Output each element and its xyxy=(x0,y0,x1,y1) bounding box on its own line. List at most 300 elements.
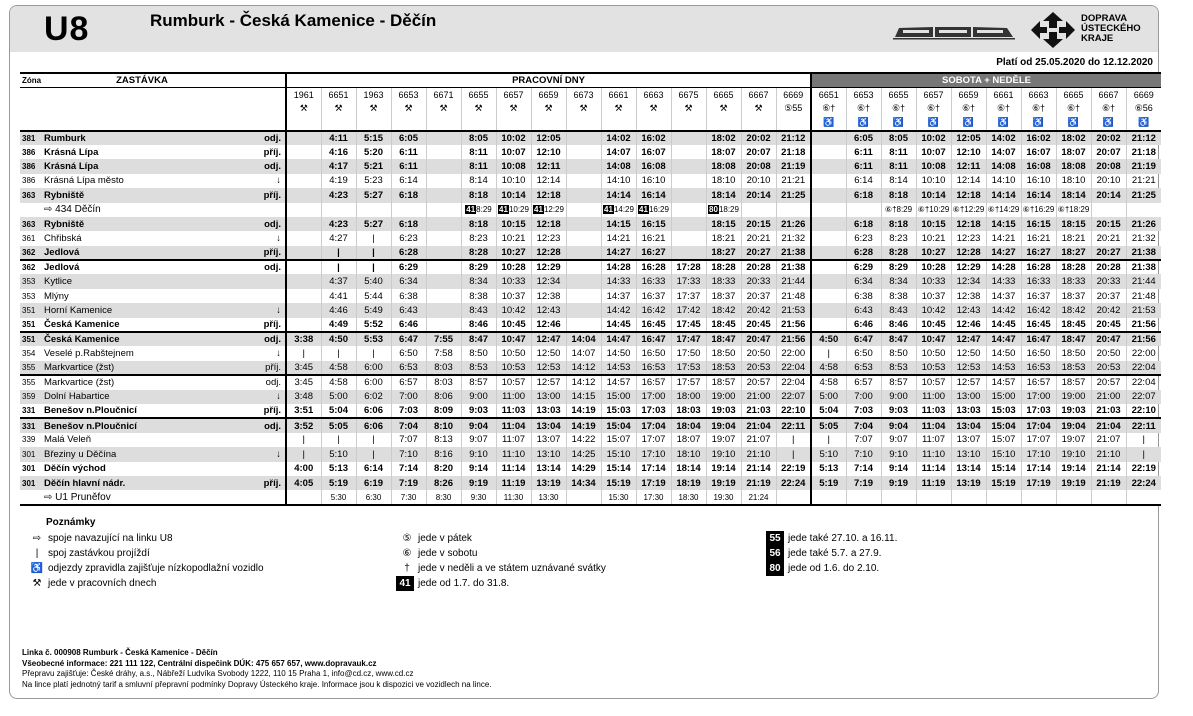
duk-logo-icon xyxy=(1030,11,1076,49)
time-cell: | xyxy=(1142,434,1145,446)
time-cell: 16:02 xyxy=(636,131,671,145)
time-cell: 18:14 xyxy=(671,462,706,476)
time-cell: 11:00 xyxy=(916,390,951,404)
accessibility-symbol: ♿ xyxy=(811,116,846,130)
time-cell: 10:33 xyxy=(496,274,531,288)
time-cell xyxy=(811,490,846,504)
time-cell xyxy=(811,217,846,231)
time-cell xyxy=(566,159,601,173)
time-cell: 14:04 xyxy=(566,332,601,346)
time-cell: 12:43 xyxy=(531,303,566,317)
accessibility-symbol xyxy=(601,116,636,130)
time-cell: 5:19 xyxy=(811,476,846,490)
time-cell: 21:44 xyxy=(1126,274,1161,288)
time-cell xyxy=(286,303,321,317)
arr-dep-marker: příj. xyxy=(240,404,286,418)
time-cell xyxy=(426,318,461,332)
time-cell: 12:57 xyxy=(531,375,566,389)
time-cell: 10:28 xyxy=(916,260,951,274)
time-cell: 12:10 xyxy=(531,145,566,159)
time-cell: 17:37 xyxy=(671,289,706,303)
time-cell: 8:03 xyxy=(426,375,461,389)
time-cell: 21:21 xyxy=(776,174,811,188)
time-cell: 19:00 xyxy=(706,390,741,404)
time-cell: 21:38 xyxy=(1126,260,1161,274)
time-cell: 19:30 xyxy=(706,490,741,504)
time-cell: 13:00 xyxy=(531,390,566,404)
time-cell: 21:25 xyxy=(776,188,811,202)
time-cell: 8:29 xyxy=(881,260,916,274)
arr-dep-marker: odj. xyxy=(240,260,286,274)
train-number: 6661 xyxy=(601,87,636,101)
time-cell: 16:57 xyxy=(636,375,671,389)
time-cell xyxy=(811,188,846,202)
table-row xyxy=(20,332,1161,346)
time-cell: 14:57 xyxy=(986,375,1021,389)
footer-tariff: Na lince platí jednotný tarif a smluvní přepravní podmínky Dopravy Ústeckého kraje. Informace jsou k dispozici ve vozidlech na lince. xyxy=(22,679,492,689)
stop-name: ⇨ 434 Děčín xyxy=(44,203,240,217)
time-cell: 10:10 xyxy=(916,174,951,188)
time-cell: 18:02 xyxy=(706,131,741,145)
accessibility-symbol: ♿ xyxy=(916,116,951,130)
time-cell: 13:30 xyxy=(531,490,566,504)
time-cell: 5:00 xyxy=(811,390,846,404)
time-cell: 6:38 xyxy=(391,289,426,303)
time-cell: ⑥†10:29 xyxy=(916,203,951,217)
time-cell: 10:27 xyxy=(916,246,951,260)
zone-cell: 359 xyxy=(20,390,44,404)
time-cell: 21:56 xyxy=(1126,332,1161,346)
table-row xyxy=(20,159,1161,173)
time-cell: 18:07 xyxy=(1056,145,1091,159)
operating-day-symbol: ⑤55 xyxy=(776,102,811,116)
time-cell: 7:55 xyxy=(426,332,461,346)
stop-name: Česká Kamenice xyxy=(44,332,240,346)
time-cell: 16:02 xyxy=(1021,131,1056,145)
time-cell: 18:02 xyxy=(1056,131,1091,145)
time-cell: 12:53 xyxy=(531,361,566,375)
operating-day-symbol: ⚒ xyxy=(321,102,356,116)
time-cell: 8:18 xyxy=(461,217,496,231)
time-cell: 21:07 xyxy=(1091,433,1126,447)
time-cell: 5:05 xyxy=(811,418,846,432)
train-number: 6663 xyxy=(636,87,671,101)
time-cell xyxy=(566,490,601,504)
stop-name: Mlýny xyxy=(44,290,69,302)
time-cell xyxy=(286,203,321,217)
table-row xyxy=(20,375,1161,389)
time-cell: 11:07 xyxy=(496,433,531,447)
time-cell: 14:50 xyxy=(986,346,1021,360)
time-cell: 8:03 xyxy=(426,361,461,375)
arr-dep-marker xyxy=(240,462,286,476)
time-cell: 14:28 xyxy=(986,260,1021,274)
time-cell: 21:18 xyxy=(776,145,811,159)
time-cell: | xyxy=(811,346,846,360)
note-symbol: † xyxy=(404,563,410,574)
time-cell: 15:30 xyxy=(601,490,636,504)
time-cell: 3:45 xyxy=(286,361,321,375)
time-cell xyxy=(566,131,601,145)
time-cell xyxy=(566,188,601,202)
stop-name: Krásná Lípa město xyxy=(44,175,124,187)
time-cell: 21:53 xyxy=(1126,303,1161,317)
time-cell: 15:19 xyxy=(601,476,636,490)
time-cell: 21:00 xyxy=(741,390,776,404)
time-cell: 14:50 xyxy=(601,346,636,360)
time-cell: 7:14 xyxy=(846,462,881,476)
time-cell: 15:14 xyxy=(986,462,1021,476)
stop-name: Markvartice (žst) xyxy=(44,361,240,375)
time-cell: 18:47 xyxy=(706,332,741,346)
time-cell: 22:10 xyxy=(776,404,811,418)
time-cell: 20:08 xyxy=(741,159,776,173)
time-cell xyxy=(671,174,706,188)
note-item xyxy=(766,561,897,576)
time-cell: 20:45 xyxy=(1091,318,1126,332)
time-cell: 14:22 xyxy=(566,433,601,447)
operating-day-symbol: ⚒ xyxy=(531,102,566,116)
time-cell: 6:46 xyxy=(391,318,426,332)
time-cell: 14:21 xyxy=(601,231,636,245)
time-cell: 8:34 xyxy=(881,274,916,288)
time-cell: 14:14 xyxy=(986,188,1021,202)
time-cell: 18:42 xyxy=(1056,303,1091,317)
time-cell: 14:21 xyxy=(986,231,1021,245)
time-cell xyxy=(566,260,601,274)
time-cell: | xyxy=(321,260,356,274)
time-cell: 15:14 xyxy=(601,462,636,476)
time-cell: 11:03 xyxy=(496,404,531,418)
note-text: jede v neděli a ve státem uznávané svátky xyxy=(418,563,606,574)
arr-dep-marker: odj. xyxy=(240,418,286,432)
time-cell: 14:07 xyxy=(601,145,636,159)
time-cell: 21:44 xyxy=(776,274,811,288)
time-cell xyxy=(951,490,986,504)
time-cell: 6:47 xyxy=(391,332,426,346)
time-cell: 17:42 xyxy=(671,303,706,317)
time-cell xyxy=(426,145,461,159)
time-cell: 17:19 xyxy=(1021,476,1056,490)
time-cell: 14:33 xyxy=(986,274,1021,288)
zone-cell: 331 xyxy=(22,406,36,416)
time-cell: 20:10 xyxy=(1091,174,1126,188)
time-cell: 8:28 xyxy=(881,246,916,260)
time-cell: 13:14 xyxy=(531,462,566,476)
time-cell xyxy=(566,203,601,217)
train-number: 6655 xyxy=(461,87,496,101)
time-cell: 16:45 xyxy=(1021,318,1056,332)
time-cell xyxy=(776,203,811,217)
time-cell: 12:34 xyxy=(531,274,566,288)
stop-name: Benešov n.Ploučnicí xyxy=(44,418,240,432)
connection-row xyxy=(20,203,1161,217)
operating-day-symbol: ⑥† xyxy=(951,102,986,116)
time-cell: 5:53 xyxy=(356,332,391,346)
time-cell xyxy=(566,303,601,317)
time-cell xyxy=(426,274,461,288)
time-cell: | xyxy=(321,433,356,447)
time-cell: 18:47 xyxy=(1056,332,1091,346)
time-cell: 21:48 xyxy=(1131,290,1156,302)
time-cell: 6:00 xyxy=(356,375,391,389)
time-cell: 16:45 xyxy=(636,318,671,332)
time-cell: 8:30 xyxy=(426,490,461,504)
time-cell xyxy=(286,131,321,145)
time-cell: 6:47 xyxy=(846,332,881,346)
train-number: 6655 xyxy=(881,87,916,101)
time-cell xyxy=(741,203,776,217)
zone-cell: 331 xyxy=(20,418,44,432)
table-row xyxy=(20,462,1161,476)
accessibility-symbol xyxy=(286,116,321,130)
time-cell: 21:14 xyxy=(741,462,776,476)
note-text: jede od 1.7. do 31.8. xyxy=(418,578,510,589)
time-cell: 8:09 xyxy=(426,404,461,418)
zone-cell: 363 xyxy=(20,217,44,231)
time-cell: 6:53 xyxy=(846,361,881,375)
time-cell: 4:23 xyxy=(321,188,356,202)
time-cell: 10:27 xyxy=(496,246,531,260)
zone-cell: 362 xyxy=(20,246,44,260)
train-number: 6661 xyxy=(986,87,1021,101)
time-cell xyxy=(671,231,706,245)
time-cell xyxy=(916,490,951,504)
time-cell: 6:30 xyxy=(356,490,391,504)
note-text: spoje navazující na linku U8 xyxy=(48,533,173,544)
time-cell: 18:28 xyxy=(706,260,741,274)
time-cell: 4:05 xyxy=(286,476,321,490)
time-cell: 10:47 xyxy=(496,332,531,346)
time-cell: 16:53 xyxy=(636,361,671,375)
operating-day-symbol: ⑥† xyxy=(916,102,951,116)
time-cell xyxy=(426,131,461,145)
table-row xyxy=(20,361,1161,375)
arr-dep-marker: odj. xyxy=(240,131,286,145)
time-cell: 17:14 xyxy=(1021,462,1056,476)
note-symbol: 41 xyxy=(396,576,414,591)
time-cell: 8:05 xyxy=(461,131,496,145)
stop-cell xyxy=(44,116,240,130)
zone-cell xyxy=(20,102,44,116)
time-cell: 16:47 xyxy=(636,332,671,346)
time-cell: 19:14 xyxy=(1056,462,1091,476)
time-cell: 22:07 xyxy=(776,390,811,404)
time-cell: 7:10 xyxy=(391,447,426,461)
time-cell: 14:12 xyxy=(566,375,601,389)
time-cell: 21:56 xyxy=(1131,318,1156,330)
time-cell: 10:07 xyxy=(916,145,951,159)
table-row xyxy=(20,318,1161,332)
time-cell: 8:43 xyxy=(881,303,916,317)
time-cell: | xyxy=(356,433,391,447)
time-cell: 15:19 xyxy=(986,476,1021,490)
time-cell: 8:50 xyxy=(461,346,496,360)
time-cell: 8:28 xyxy=(461,246,496,260)
table-row xyxy=(20,303,1161,317)
time-cell: 21:19 xyxy=(776,159,811,173)
accessibility-symbol xyxy=(671,116,706,130)
time-cell: 8:46 xyxy=(461,318,496,332)
time-cell: 10:33 xyxy=(916,274,951,288)
time-cell xyxy=(391,203,426,217)
time-cell: 7:19 xyxy=(846,476,881,490)
time-cell: 19:03 xyxy=(1056,404,1091,418)
time-cell: 6:50 xyxy=(846,346,881,360)
operating-day-symbol: ⚒ xyxy=(356,102,391,116)
time-cell: 8:47 xyxy=(881,332,916,346)
time-cell: 20:50 xyxy=(741,346,776,360)
arr-dep-marker: ↓ xyxy=(240,231,286,245)
time-cell: 16:21 xyxy=(636,231,671,245)
time-cell: 16:14 xyxy=(1021,188,1056,202)
time-cell: 5:13 xyxy=(811,462,846,476)
time-cell: 5:00 xyxy=(321,390,356,404)
time-cell: 12:28 xyxy=(951,246,986,260)
time-cell: 14:12 xyxy=(566,361,601,375)
time-cell: 12:18 xyxy=(531,188,566,202)
footer xyxy=(22,648,492,690)
time-cell: 20:02 xyxy=(741,131,776,145)
table-row xyxy=(20,447,1161,461)
time-cell: 5:23 xyxy=(356,174,391,188)
time-cell xyxy=(1021,490,1056,504)
time-cell: 17:30 xyxy=(636,490,671,504)
time-cell xyxy=(566,246,601,260)
time-cell: 6:46 xyxy=(846,318,881,332)
time-cell: ⑥†14:29 xyxy=(986,203,1021,217)
note-symbol: 55 xyxy=(766,531,784,546)
time-cell: 20:45 xyxy=(741,318,776,332)
operating-day-symbol: ⚒ xyxy=(286,102,321,116)
time-cell: 9:07 xyxy=(461,433,496,447)
time-cell: 9:00 xyxy=(881,390,916,404)
time-cell: 20:15 xyxy=(741,217,776,231)
train-number: 6669 xyxy=(776,87,811,101)
time-cell: 19:00 xyxy=(1056,390,1091,404)
time-cell: 8:26 xyxy=(426,476,461,490)
time-cell: 20:53 xyxy=(741,361,776,375)
note-item xyxy=(396,576,606,591)
time-cell: ⑥†12:29 xyxy=(951,203,986,217)
time-cell: 12:14 xyxy=(951,174,986,188)
table-row xyxy=(20,346,1161,360)
train-icon xyxy=(893,24,1015,40)
train-number: 6653 xyxy=(391,87,426,101)
zone-cell: 351 xyxy=(20,332,44,346)
time-cell: 16:47 xyxy=(1021,332,1056,346)
time-cell: 8:11 xyxy=(461,145,496,159)
time-cell: 10:14 xyxy=(916,188,951,202)
time-cell: 12:18 xyxy=(951,217,986,231)
arr-dep-marker: odj. xyxy=(240,375,286,389)
time-cell: 8:14 xyxy=(881,174,916,188)
time-cell: 4:49 xyxy=(321,318,356,332)
time-cell: 12:23 xyxy=(531,231,566,245)
time-cell: 10:21 xyxy=(916,231,951,245)
operating-day-symbol: ⑥† xyxy=(881,102,916,116)
time-cell: 17:03 xyxy=(1021,404,1056,418)
time-cell: 18:33 xyxy=(1056,274,1091,288)
stop-name: Horní Kamenice xyxy=(44,303,240,317)
train-number: 6659 xyxy=(951,87,986,101)
time-cell: 20:42 xyxy=(741,303,776,317)
time-cell: 6:57 xyxy=(391,375,426,389)
note-badge: 41 xyxy=(534,205,543,215)
table-row xyxy=(20,231,1161,245)
note-text: jede také 27.10. a 16.11. xyxy=(788,533,898,544)
time-cell: 18:42 xyxy=(706,303,741,317)
time-cell: 19:04 xyxy=(706,418,741,432)
time-cell: 8:18 xyxy=(881,217,916,231)
time-cell xyxy=(811,131,846,145)
time-cell: 11:00 xyxy=(496,390,531,404)
time-cell: 21:38 xyxy=(776,260,811,274)
time-cell: 11:04 xyxy=(496,418,531,432)
arr-dep-marker: ↓ xyxy=(240,303,286,317)
accessibility-symbol xyxy=(706,116,741,130)
zone-cell: 381 xyxy=(20,131,44,145)
train-number: 6667 xyxy=(741,87,776,101)
timetable xyxy=(20,72,1161,506)
time-cell: 10:42 xyxy=(496,303,531,317)
time-cell xyxy=(881,490,916,504)
operating-day-symbol: ⚒ xyxy=(671,102,706,116)
time-cell: 21:10 xyxy=(741,447,776,461)
accessibility-symbol: ♿ xyxy=(951,116,986,130)
stop-header: ZASTÁVKA xyxy=(44,73,240,87)
time-cell xyxy=(846,490,881,504)
time-cell: 8:11 xyxy=(461,159,496,173)
time-cell: 16:10 xyxy=(1021,174,1056,188)
time-cell: 6:23 xyxy=(391,231,426,245)
time-cell: 14:02 xyxy=(601,131,636,145)
arr-dep-marker: odj. xyxy=(240,332,286,346)
time-cell: 4:23 xyxy=(321,217,356,231)
time-cell: 21:03 xyxy=(1091,404,1126,418)
time-cell: 18:50 xyxy=(706,346,741,360)
time-cell: 20:28 xyxy=(1091,260,1126,274)
train-number: 6657 xyxy=(496,87,531,101)
time-cell: 18:33 xyxy=(706,274,741,288)
stop-name: Březiny u Děčína xyxy=(44,447,240,461)
time-cell: 10:15 xyxy=(496,217,531,231)
time-cell: 7:00 xyxy=(391,390,426,404)
time-cell: 22:04 xyxy=(1126,361,1161,375)
brand-name: DOPRAVA ÚSTECKÉHO KRAJE xyxy=(1081,13,1141,44)
time-cell: 13:10 xyxy=(531,447,566,461)
arr-dep-marker: ↓ xyxy=(240,174,286,188)
time-cell: 14:15 xyxy=(986,217,1021,231)
time-cell: 14:15 xyxy=(601,217,636,231)
accessibility-symbol xyxy=(321,116,356,130)
time-cell: 20:57 xyxy=(741,375,776,389)
time-cell: 17:57 xyxy=(671,375,706,389)
time-cell: 14:15 xyxy=(566,390,601,404)
arr-dep-marker: příj. xyxy=(240,476,286,490)
time-cell xyxy=(811,318,846,332)
time-cell: 20:57 xyxy=(1091,375,1126,389)
time-cell: 14:27 xyxy=(601,246,636,260)
time-cell: 11:30 xyxy=(496,490,531,504)
time-cell: 18:53 xyxy=(1056,361,1091,375)
time-cell: 17:28 xyxy=(671,260,706,274)
time-cell xyxy=(566,174,601,188)
time-cell: 19:19 xyxy=(706,476,741,490)
time-cell: 6:29 xyxy=(391,260,426,274)
time-cell: 14:37 xyxy=(601,289,636,303)
time-cell: 18:14 xyxy=(706,188,741,202)
